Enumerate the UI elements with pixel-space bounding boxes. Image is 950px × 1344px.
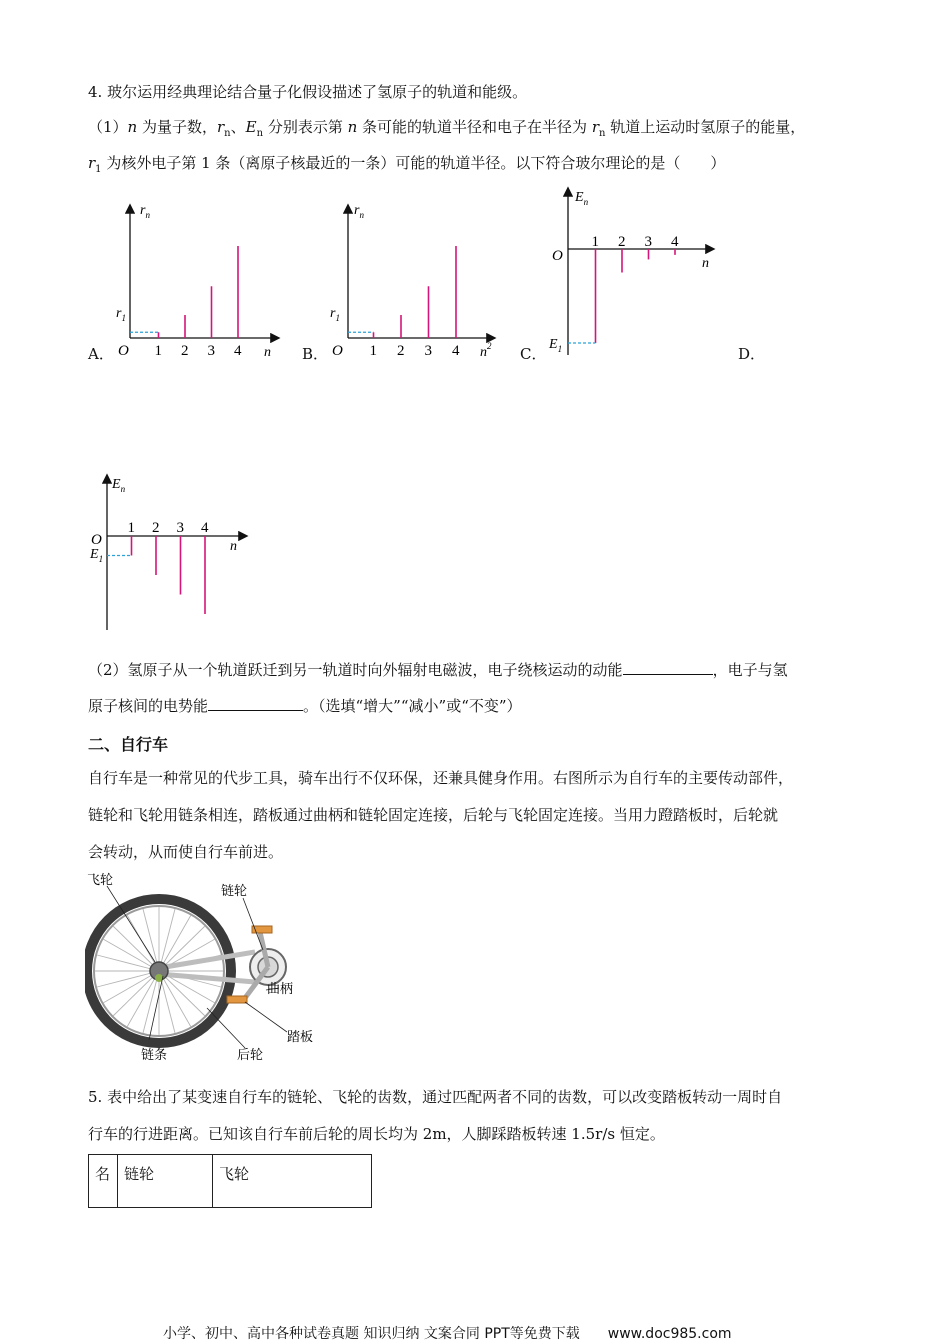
q4-part1-line1: （1）n 为量子数，$r_n$、$E_n$ 分别表示第 n 条可能的轨道半径和电子在半径为 $r_n$ 轨道上运动时氢原子的能量，: [88, 118, 806, 139]
option-b-label[interactable]: B．: [302, 345, 329, 363]
q5-line1: 5. 表中给出了某变速自行车的链轮、飞轮的齿数，通过匹配两者不同的齿数，可以改变踏板转动一周时自: [88, 1088, 783, 1106]
chart-a-tick-1: 1: [154, 343, 162, 359]
chart-a-origin: O: [118, 343, 129, 359]
chart-a-ylabel: $r_n$: [140, 203, 150, 220]
chart-b-tick-3: 3: [424, 343, 432, 359]
label-chainwheel: 链轮: [221, 883, 248, 898]
chain-stay-bottom: [159, 974, 255, 982]
option-c-label[interactable]: C．: [520, 345, 547, 363]
table-header-cell: 名: [89, 1155, 118, 1208]
chart-c-ylabel: $E_n$: [575, 190, 589, 207]
label-crank: 曲柄: [267, 981, 294, 996]
chart-c-tick-3: 3: [644, 234, 652, 250]
chart-b-xlabel: $n^2$: [480, 341, 492, 360]
chart-a: [108, 198, 288, 363]
chart-c-xlabel: n: [702, 256, 709, 271]
pedal-lower: [227, 996, 247, 1003]
section2-intro-line1: 自行车是一种常见的代步工具，骑车出行不仅环保，还兼具健身作用。右图所示为自行车的主要传动部件，: [88, 769, 794, 787]
table-header-cell: 飞轮: [213, 1155, 372, 1208]
chart-a-ref-label: $r_1$: [116, 306, 126, 323]
table-row: [89, 1155, 372, 1208]
q4-part2-line1: （2）氢原子从一个轨道跃迁到另一轨道时向外辐射电磁波，电子绕核运动的动能 ，电子与氢: [88, 661, 788, 679]
label-rear-wheel: 后轮: [237, 1047, 264, 1062]
chart-c: [545, 185, 725, 360]
chart-d-xlabel: n: [230, 539, 237, 554]
q4-stem: 4. 玻尔运用经典理论结合量子化假设描述了氢原子的轨道和能级。: [88, 83, 528, 101]
chart-d-origin: O: [91, 532, 102, 548]
blank-potential-energy[interactable]: [208, 696, 303, 711]
chart-a-xlabel: n: [264, 345, 271, 360]
chart-d: [88, 472, 258, 637]
section-title: 二、自行车: [88, 735, 169, 754]
chart-d-tick-2: 2: [152, 520, 160, 536]
chart-d-tick-3: 3: [176, 520, 184, 536]
chart-d-ylabel: $E_n$: [112, 477, 126, 494]
chart-c-tick-4: 4: [671, 234, 679, 250]
chart-d-tick-1: 1: [127, 520, 135, 536]
chart-a-tick-2: 2: [181, 343, 189, 359]
chart-a-tick-3: 3: [207, 343, 215, 359]
chart-c-tick-2: 2: [618, 234, 626, 250]
section2-intro-line3: 会转动，从而使自行车前进。: [88, 843, 284, 861]
chart-d-tick-4: 4: [201, 520, 209, 536]
label-flywheel: 飞轮: [87, 872, 114, 887]
chart-c-origin: O: [552, 248, 563, 264]
blank-kinetic-energy[interactable]: [623, 660, 713, 675]
chart-b-ylabel: $r_n$: [354, 203, 364, 220]
gear-table: [88, 1154, 372, 1208]
chart-c-ref-label: $E_1$: [549, 337, 563, 354]
chart-b-tick-4: 4: [452, 343, 460, 359]
chart-b: [324, 198, 504, 363]
label-chain: 链条: [141, 1047, 168, 1062]
option-d-label[interactable]: D．: [738, 345, 766, 363]
q5-line2: 行车的行进距离。已知该自行车前后轮的周长均为 2m，人脚踩踏板转速 1.5r/s 恒定。: [88, 1125, 665, 1143]
table-header-cell: 链轮: [118, 1155, 213, 1208]
chain-stay-top: [159, 952, 255, 968]
chart-b-tick-1: 1: [369, 343, 377, 359]
chart-d-ref-label: $E_1$: [90, 547, 104, 564]
bicycle-figure: [85, 870, 345, 1065]
q4-part2-line2: 原子核间的电势能 。（选填“增大”“减小”或“不变”）: [88, 697, 522, 715]
chart-c-tick-1: 1: [591, 234, 599, 250]
section2-intro-line2: 链轮和飞轮用链条相连，踏板通过曲柄和链轮固定连接，后轮与飞轮固定连接。当用力蹬踏板时，后轮就: [88, 806, 779, 824]
chart-b-ref-label: $r_1$: [330, 306, 340, 323]
q4-part1-line2: $r_1$ 为核外电子第 1 条（离原子核最近的一条）可能的轨道半径。以下符合玻尔理论的是（ ）: [88, 154, 726, 175]
chart-b-origin: O: [332, 343, 343, 359]
option-a-label[interactable]: A．: [88, 345, 114, 363]
page-footer: 小学、初中、高中各种试卷真题 知识归纳 文案合同 PPT等免费下载 www.doc985.com: [163, 1326, 732, 1342]
chart-b-tick-2: 2: [397, 343, 405, 359]
chart-a-tick-4: 4: [234, 343, 242, 359]
label-pedal: 踏板: [287, 1029, 314, 1044]
